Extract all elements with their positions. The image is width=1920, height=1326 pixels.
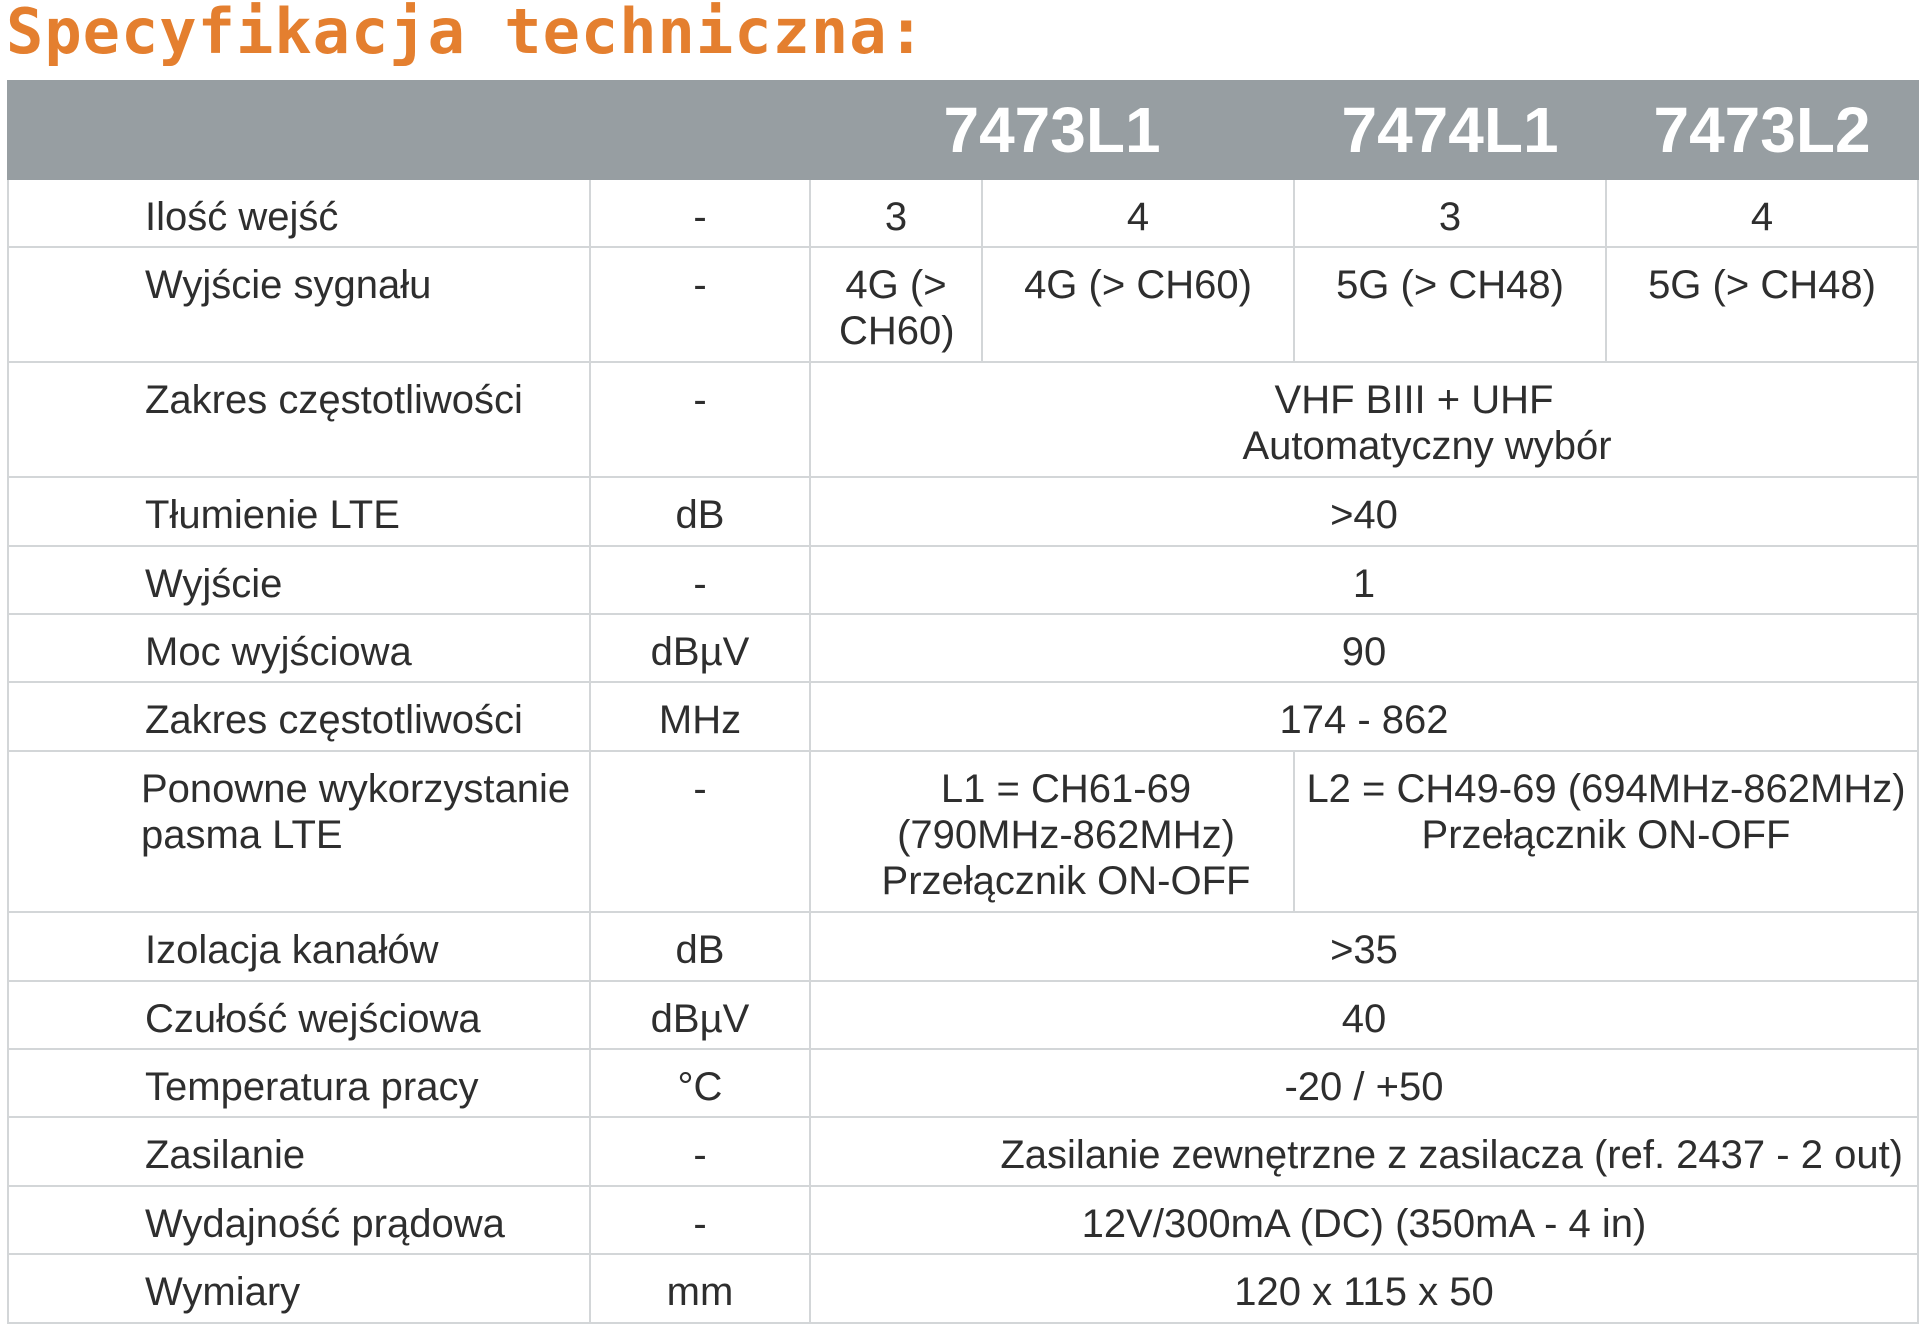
param-label: Wymiary: [8, 1254, 590, 1323]
value-cell-merged: >35: [810, 912, 1918, 980]
param-label: Zakres częstotliwości: [8, 682, 590, 750]
value-line: L1 = CH61-69: [940, 766, 1192, 811]
value-cell-merged: [810, 362, 1918, 477]
unit-cell: -: [590, 247, 810, 362]
value-line: (790MHz-862MHz): [897, 812, 1235, 857]
param-label: Ilość wejść: [8, 179, 590, 247]
param-label: Tłumienie LTE: [8, 477, 590, 545]
model-header: 7473L1: [810, 81, 1294, 179]
lte-reuse-l2-cell: [1294, 751, 1918, 912]
value-cell-merged: 40: [810, 981, 1918, 1049]
param-label: Wyjście sygnału: [8, 247, 590, 362]
table-row: [8, 546, 1918, 614]
unit-cell: mm: [590, 1254, 810, 1323]
table-row: [8, 981, 1918, 1049]
table-row: [8, 912, 1918, 980]
value-cell-merged: >40: [810, 477, 1918, 545]
unit-cell: -: [590, 1186, 810, 1254]
table-row: [8, 362, 1918, 477]
page-title: Specyfikacja techniczna:: [6, 0, 926, 68]
table-row: [8, 1049, 1918, 1117]
unit-cell: dBµV: [590, 981, 810, 1049]
param-label: Wyjście: [8, 546, 590, 614]
table-row: [8, 751, 1918, 912]
header-row: [8, 81, 1918, 179]
value-line: Przełącznik ON-OFF: [1421, 812, 1791, 857]
table-row: [8, 682, 1918, 750]
value-cell: 4: [1606, 179, 1918, 247]
unit-cell: -: [590, 362, 810, 477]
value-cell-merged: 90: [810, 614, 1918, 682]
param-label: Zakres częstotliwości: [8, 362, 590, 477]
unit-cell: -: [590, 179, 810, 247]
unit-cell: -: [590, 751, 810, 912]
lte-reuse-l1-cell: [810, 751, 1294, 912]
value-line: Przełącznik ON-OFF: [881, 858, 1251, 903]
table-row: [8, 477, 1918, 545]
unit-cell: dB: [590, 912, 810, 980]
unit-cell: dBµV: [590, 614, 810, 682]
param-label: Ponowne wykorzystanie pasma LTE: [8, 751, 590, 912]
param-label: Izolacja kanałów: [8, 912, 590, 980]
value-cell: 5G (> CH48): [1294, 247, 1606, 362]
value-cell-merged: 1: [810, 546, 1918, 614]
param-label: Zasilanie: [8, 1117, 590, 1185]
table-row: [8, 614, 1918, 682]
param-label: Moc wyjściowa: [8, 614, 590, 682]
table-row: [8, 247, 1918, 362]
value-cell-merged: 12V/300mA (DC) (350mA - 4 in): [810, 1186, 1918, 1254]
unit-cell: -: [590, 1117, 810, 1185]
value-cell: 4G (> CH60): [810, 247, 982, 362]
value-cell: 4: [982, 179, 1294, 247]
value-line: VHF BIII + UHF: [1274, 378, 1554, 423]
param-label: Wydajność prądowa: [8, 1186, 590, 1254]
param-label: Czułość wejściowa: [8, 981, 590, 1049]
unit-cell: MHz: [590, 682, 810, 750]
value-cell-merged: -20 / +50: [810, 1049, 1918, 1117]
model-header: 7473L2: [1606, 81, 1918, 179]
table-row: [8, 1186, 1918, 1254]
unit-cell: dB: [590, 477, 810, 545]
spec-table: [7, 80, 1919, 1324]
value-cell-merged: Zasilanie zewnętrzne z zasilacza (ref. 2437 - 2 out): [810, 1117, 1918, 1185]
header-blank-cell: [8, 81, 810, 179]
value-cell: 3: [1294, 179, 1606, 247]
table-row: [8, 179, 1918, 247]
value-cell-merged: 174 - 862: [810, 682, 1918, 750]
value-line: L2 = CH49-69 (694MHz-862MHz): [1306, 766, 1906, 811]
param-label: Temperatura pracy: [8, 1049, 590, 1117]
value-line: Automatyczny wybór: [1242, 424, 1612, 469]
table-row: [8, 1254, 1918, 1323]
model-header: 7474L1: [1294, 81, 1606, 179]
value-cell: 4G (> CH60): [982, 247, 1294, 362]
table-row: [8, 1117, 1918, 1185]
unit-cell: °C: [590, 1049, 810, 1117]
value-cell: 3: [810, 179, 982, 247]
value-cell: 5G (> CH48): [1606, 247, 1918, 362]
unit-cell: -: [590, 546, 810, 614]
value-cell-merged: 120 x 115 x 50: [810, 1254, 1918, 1323]
